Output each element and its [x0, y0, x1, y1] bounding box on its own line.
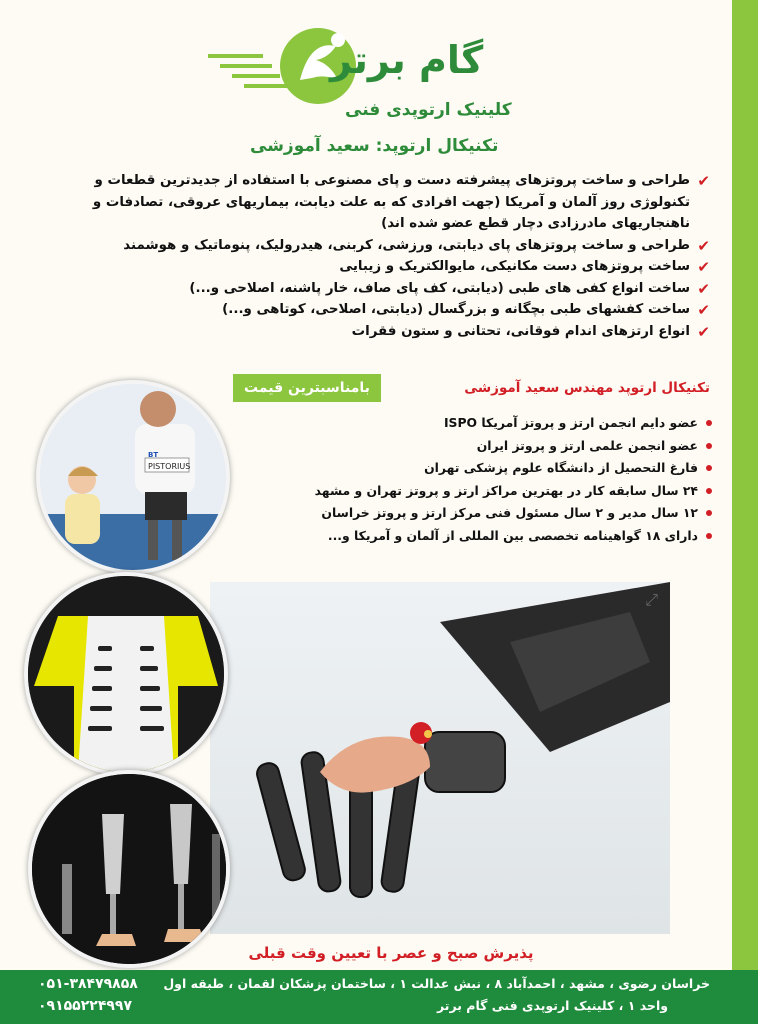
robotic-hand-photo [210, 582, 670, 934]
footer-bar [0, 970, 758, 1024]
credential-item: ۱۲ سال مدیر و ۲ سال مسئول فنی مرکز ارتز و پروتز خراسان [300, 502, 712, 525]
credential-item: عضو دایم انجمن ارتز و پروتز آمریکا ISPO [300, 412, 712, 435]
checkmark-icon: ✔ [697, 279, 710, 298]
brand-tagline: کلینیک ارتوپدی فنی [345, 100, 512, 120]
service-item: ✔ ساخت پروتزهای دست مکانیکی، مایوالکتریک و زیبایی [70, 256, 710, 278]
leg-prosthesis-photo-circle [28, 770, 230, 968]
credential-item: ۲۴ سال سابقه کار در بهترین مراکز ارتز و پروتز تهران و مشهد [300, 480, 712, 503]
checkmark-icon: ✔ [697, 258, 710, 276]
bullet-icon [706, 465, 712, 471]
bullet-icon [706, 510, 712, 516]
sprinter-photo-circle [36, 380, 230, 574]
service-item: ✔ ساخت انواع کفی های طبی (دیابتی، کف پای صاف، خار پاشنه، اصلاحی و...) [70, 278, 710, 300]
price-badge: بامناسبترین قیمت [233, 374, 381, 402]
brand-name: گام برتر [330, 38, 484, 82]
checkmark-icon: ✔ [697, 301, 710, 319]
services-list [70, 170, 710, 342]
phone-mobile[interactable]: ۰۹۱۵۵۲۲۴۹۹۷ [38, 998, 132, 1014]
service-item: ✔ طراحی و ساخت پروتزهای پیشرفته دست و پای مصنوعی با استفاده از جدیدترین قطعات و تکنولوژی روز آلمان و آمریکا (جهت افرادی که به علت دیابت، بیماریهای عروقی، تصادفات و ناهنجاریهای مادرزادی دچار قطع عضو شده اند) [92, 172, 710, 231]
technician-name: تکنیکال ارتوپد: سعید آموزشی [250, 136, 499, 156]
service-item: ✔ طراحی و ساخت پروتزهای پای دیابتی، ورزشی، کربنی، هیدرولیک، پنوماتیک و هوشمند [70, 235, 710, 257]
bullet-icon [706, 420, 712, 426]
bullet-icon [706, 533, 712, 539]
expand-icon[interactable]: ⤢ [645, 590, 658, 609]
checkmark-icon: ✔ [697, 172, 710, 190]
credential-item: فارغ التحصیل از دانشگاه علوم پزشکی تهران [300, 457, 712, 480]
bullet-icon [706, 488, 712, 494]
checkmark-icon: ✔ [697, 236, 710, 255]
bullet-icon [706, 443, 712, 449]
address-line-1: خراسان رضوی ، مشهد ، احمدآباد ۸ ، نبش عدالت ۱ ، ساختمان پزشکان لقمان ، طبقه اول [163, 976, 710, 991]
appointment-hours: پذیرش صبح و عصر با تعیین وقت قبلی [248, 944, 534, 962]
address-line-2: واحد ۱ ، کلینیک ارتوپدی فنی گام برتر [437, 998, 668, 1013]
credentials-list [300, 412, 712, 547]
right-accent-stripe [732, 0, 758, 970]
service-item: ✔ انواع ارتزهای اندام فوقانی، تحتانی و ستون فقرات [70, 321, 710, 343]
service-item: ✔ ساخت کفشهای طبی بچگانه و بزرگسال (دیابتی، اصلاحی، کوتاهی و...) [70, 299, 710, 321]
credentials-title: تکنیکال ارتوپد مهندس سعید آموزشی [464, 380, 710, 396]
credential-item: عضو انجمن علمی ارتز و پروتز ایران [300, 435, 712, 458]
spinal-brace-photo-circle [24, 572, 228, 776]
checkmark-icon: ✔ [697, 322, 710, 341]
bib-brand-label: BT [148, 451, 159, 459]
bib-label: PISTORIUS [148, 462, 191, 471]
credential-item: دارای ۱۸ گواهینامه تخصصی بین المللی از آلمان و آمریکا و... [300, 525, 712, 548]
phone-landline[interactable]: ۰۵۱-۳۸۴۷۹۸۵۸ [38, 976, 138, 992]
